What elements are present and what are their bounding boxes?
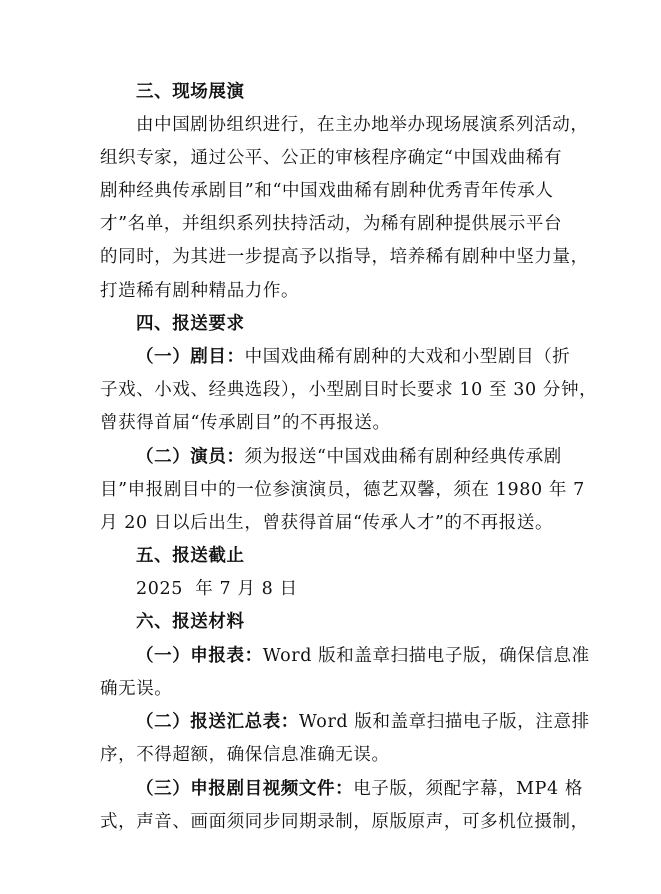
section-4-item-1-line: 子戏、小戏、经典选段），小型剧目时长要求 10 至 30 分钟， [100, 380, 598, 400]
section-3-line: 才”名单，并组织系列扶持活动，为稀有剧种提供展示平台 [100, 214, 563, 234]
deadline-date: 2025 年 7 月 8 日 [136, 579, 298, 599]
section-6-item-3 [136, 777, 583, 801]
item-label: （一）申报表： [136, 646, 263, 666]
section-3-line: 的同时，为其进一步提高予以指导，培养稀有剧种中坚力量， [100, 247, 589, 267]
item-text: 须为报送“中国戏曲稀有剧种经典传承剧 [244, 447, 562, 467]
section-6-item-1-line: 确无误。 [100, 679, 173, 699]
section-6-heading: 六、报送材料 [136, 612, 245, 632]
section-6-item-2 [136, 710, 590, 734]
item-text: 电子版，须配字幕，MP4 格 [353, 779, 583, 799]
section-3-line: 组织专家，通过公平、公正的审核程序确定“中国戏曲稀有 [100, 148, 563, 168]
section-3-line: 打造稀有剧种精品力作。 [100, 281, 300, 301]
item-label: （二）报送汇总表： [136, 712, 299, 732]
item-label: （二）演员： [136, 447, 245, 467]
section-5-heading: 五、报送截止 [136, 546, 245, 566]
item-text: 中国戏曲稀有剧种的大戏和小型剧目（折 [244, 347, 571, 367]
section-4-item-2 [136, 445, 562, 469]
section-3-line: 剧种经典传承剧目”和“中国戏曲稀有剧种优秀青年传承人 [100, 181, 554, 201]
section-6-item-2-line: 序，不得超额，确保信息准确无误。 [100, 745, 390, 765]
section-4-item-2-line: 目”申报剧目中的一位参演演员，德艺双馨，须在 1980 年 7 [100, 480, 585, 500]
item-text: Word 版和盖章扫描电子版，注意排 [298, 712, 590, 732]
item-text: Word 版和盖章扫描电子版，确保信息准 [262, 646, 590, 666]
section-4-item-2-line: 月 20 日以后出生，曾获得首届“传承人才”的不再报送。 [100, 513, 554, 533]
item-label: （一）剧目： [136, 347, 245, 367]
section-6-item-1 [136, 644, 590, 668]
item-label: （三）申报剧目视频文件： [136, 779, 354, 799]
section-6-item-3-line: 式，声音、画面须同步同期录制，原版原声，可多机位摄制， [100, 812, 589, 832]
section-3-line: 由中国剧协组织进行，在主办地举办现场展演系列活动， [136, 115, 589, 135]
section-4-item-1-line: 曾获得首届“传承剧目”的不再报送。 [100, 413, 391, 433]
section-4-heading: 四、报送要求 [136, 314, 245, 334]
section-3-heading: 三、现场展演 [136, 82, 245, 102]
section-4-item-1 [136, 345, 570, 369]
